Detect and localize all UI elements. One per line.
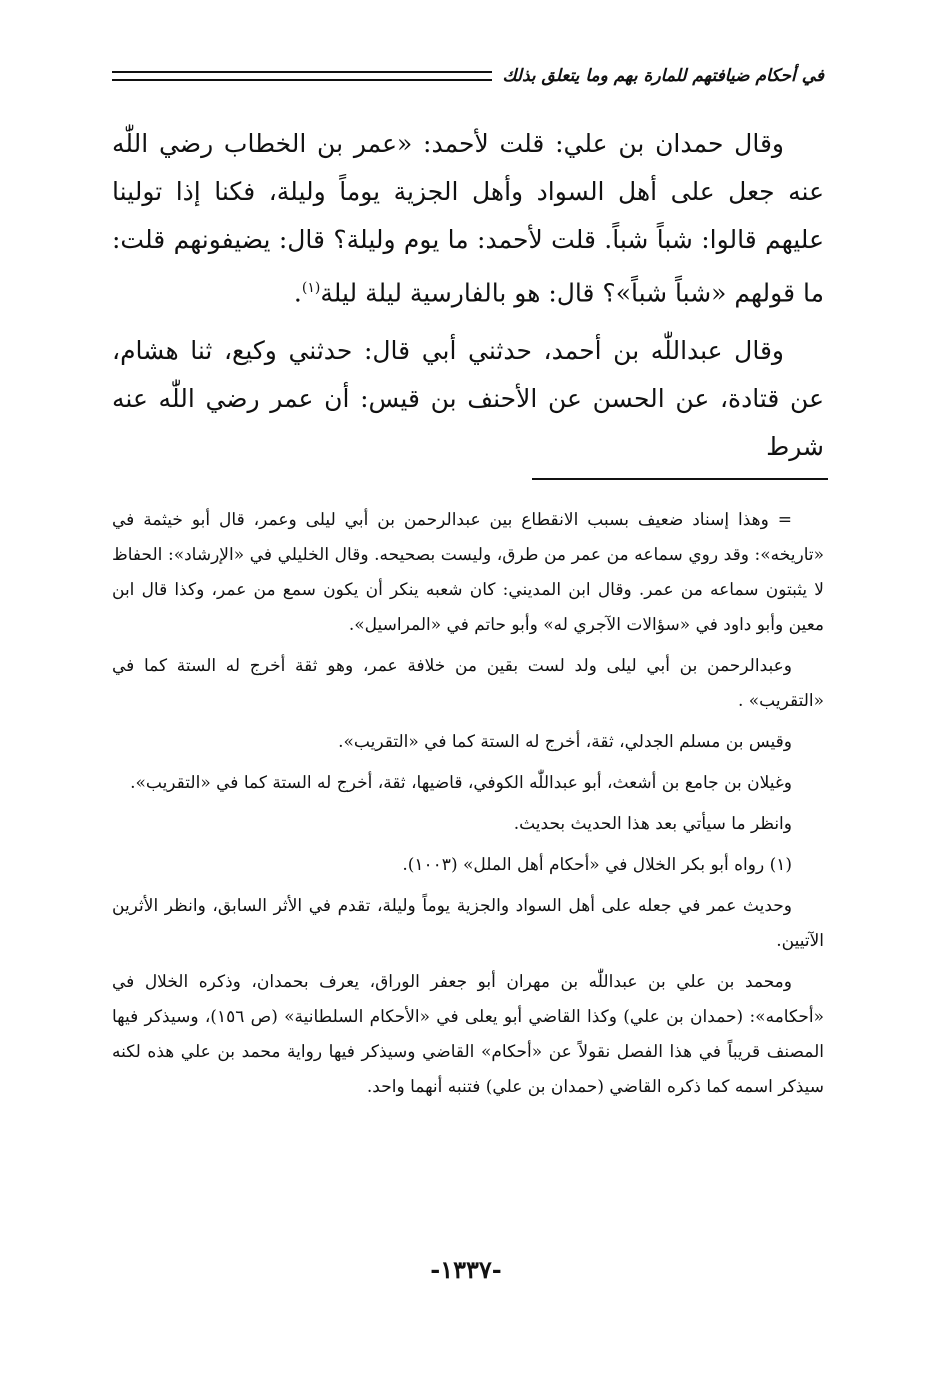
main-text xyxy=(112,120,824,481)
footnote-separator xyxy=(532,478,828,480)
running-header-title: في أحكام ضيافتهم للمارة بهم وما يتعلق بذلك xyxy=(502,66,824,86)
page-number: -١٣٣٧- xyxy=(430,1255,502,1284)
footnote-paragraph: وحديث عمر في جعله على أهل السواد والجزية يوماً وليلة، تقدم في الأثر السابق، وانظر الأثرين الآتيين. xyxy=(112,896,824,951)
footnote-paragraph: وانظر ما سيأتي بعد هذا الحديث بحديث. xyxy=(513,814,792,834)
footnote-paragraph: ومحمد بن علي بن عبداللّٰه بن مهران أبو جعفر الوراق، يعرف بحمدان، وذكره الخلال في «أحكامه»: (حمدان بن علي) وكذا القاضي أبو يعلى في «الأحكام السلطانية» (ص ١٥٦)، وسيذكر فيها المصنف قريباً في هذا الفصل نقولاً عن «أحكام» القاضي وسيذكر فيها رواية محمد بن علي هذه لكنه سيذكر اسمه كما ذكره القاضي (حمدان بن علي) فتنبه أنهما واحد. xyxy=(112,972,824,1097)
main-paragraph xyxy=(112,120,824,317)
footnote-paragraph: (١) رواه أبو بكر الخلال في «أحكام أهل الملل» (١٠٠٣). xyxy=(402,855,792,875)
footnotes xyxy=(112,503,824,1111)
footnote-paragraph: وغيلان بن جامع بن أشعث، أبو عبداللّٰه الكوفي، قاضيها، ثقة، أخرج له الستة كما في «التقريب». xyxy=(130,773,792,793)
footnote-paragraph: = وهذا إسناد ضعيف بسبب الانقطاع بين عبدالرحمن بن أبي ليلى وعمر، قال أبو خيثمة في «تاريخه»: وقد روي سماعه من عمر من طرق، وليست بصحيحه. وقال الخليلي في «الإرشاد»: الحفاظ لا يثبتون سماعه من عمر. وقال ابن المديني: كان شعبه ينكر أن يكون سمع من عمر، وكذا قال ابن معين وأبو داود في «سؤالات الآجري له» وأبو حاتم في «المراسيل». xyxy=(112,510,825,635)
header-double-rule xyxy=(112,71,492,81)
main-paragraph: وقال عبداللّٰه بن أحمد، حدثني أبي قال: حدثني وكيع، ثنا هشام، عن قتادة، عن الحسن عن الأحنف بن قيس: أن عمر رضي اللّٰه عنه شرط xyxy=(112,336,824,462)
paragraph-end-mark: . xyxy=(293,278,302,308)
footnote-paragraph: وعبدالرحمن بن أبي ليلى ولد لست بقين من خلافة عمر، وهو ثقة أخرج له الستة كما في «التقريب» . xyxy=(112,656,824,711)
main-paragraph-text: وقال حمدان بن علي: قلت لأحمد: «عمر بن الخطاب رضي اللّٰه عنه جعل على أهل السواد وأهل الجزية يوماً وليلة، فكنا إذا تولينا عليهم قالوا: شباً شباً. قلت لأحمد: ما يوم وليلة؟ قال: يضيفونهم قلت: ما قولهم «شباً شباً»؟ قال: هو بالفارسية ليلة ليلة xyxy=(112,129,824,308)
footnote-paragraph: وقيس بن مسلم الجدلي، ثقة، أخرج له الستة كما في «التقريب». xyxy=(338,732,792,752)
running-header xyxy=(112,56,824,96)
footnote-reference: (١) xyxy=(301,280,321,296)
